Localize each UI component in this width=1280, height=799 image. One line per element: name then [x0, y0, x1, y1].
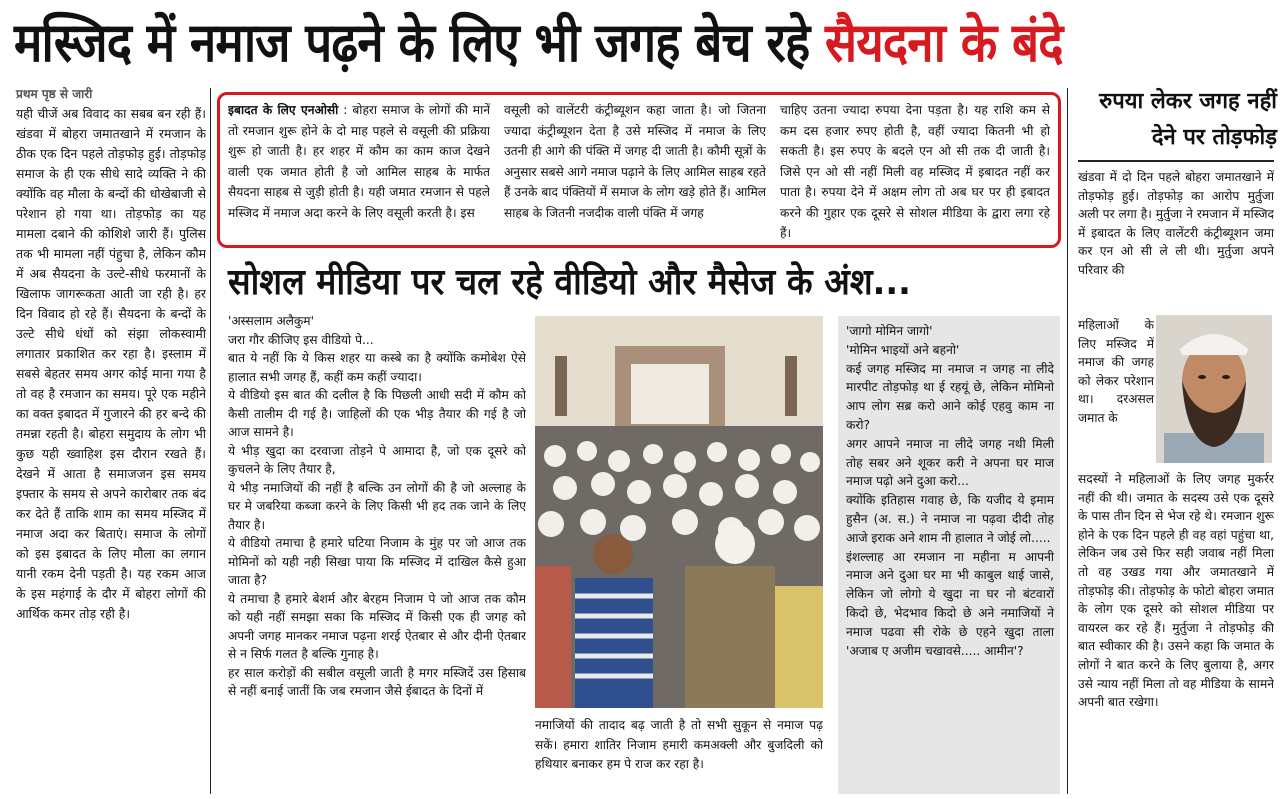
mid-line: ये वीडियो इस बात की दलील है कि पिछली आधी सदी में कौम को कैसी तालीम दी गई है। जाहिलों की एक भीड़ तैयार की गई है जो आज सामने है।: [228, 388, 526, 439]
box-column-2: वसूली को वालेंटरी कंट्रीब्यूशन कहा जाता है। जो जितना ज्यादा कंट्रीब्यूशन देता है उसे मस्जिद में नमाज के लिए उतनी ही आगे की पंक्ति में जगह दी जाती है। कौमी सूत्रों के अनुसार सबसे आगे नमाज पढ़ाने के लिए आमिल साहब रहते हैं उनके बाद पंक्तियों में समाज के लोग खड़े होते हैं। आमिल साहब के जितनी नजदीक वाली पंक्ति में जगह: [504, 103, 766, 220]
headline-underline: [1078, 160, 1274, 162]
msg-line: 'जागो मोमिन जागो': [846, 324, 933, 338]
mid-line: 'अस्सलाम अलैकुम': [228, 314, 314, 328]
msg-line: 'मोमिन भाइयों अने बहनो': [846, 342, 960, 357]
message-box: [838, 316, 1060, 794]
msg-line: अगर आपने नमाज ना लीदे जगह नथी मिली तोह सबर अने शूकर करी ने अपना घर माज नमाज पढ़ो अने दुआ करो...: [846, 436, 1054, 489]
left-column-text: यही चीजें अब विवाद का सबब बन रही हैं। खंडवा में बोहरा जमातखाने में रमजान के ठीक एक दिन पहले तोड़फोड़ हुई। तोड़फोड़ समाज के ही एक सीधे सादे व्यक्ति ने की क्योंकि वह मौला के बन्दों की धोखेबाजी से परेशान हो गया था। तोड़फोड़ का यह मामला दबाने की कोशिशे जारी हैं। पुलिस तक भी मामला नहीं पंहुचा है, लेकिन कौम में अब सैयदना के उल्टे-सीधे फरमानों के खिलाफ जागरूकता आती जा रही है। हर दिन विवाद हो रहे हैं। सैयदना के बन्दों के उल्टे सीधे धंधों को संझा लोकस्वामी लगातार प्रकाशित कर रहा है। इस्लाम में सबसे बेहतर समय अगर कोई माना गया है तो वह है रमजान का समय। पूरे एक महीने का वक्त इबादत में गुजारने की हर बन्दे की तमन्ना रहती है। बोहरा समुदाय के लोग भी कुछ यही ख्वाहिश इस दौरान रखते हैं। देखने में आता है समाजजन इस समय इफ्तार के समय से अपने कारोबार तक बंद कर देते हैं ताकि शाम का समय मस्जिद में नमाज अदा कर बिताएं। समाज के लोगों को इस इबादत के लिए मौला का लगान यानी रकम देनी पड़ती है। यह रकम आज के इस महंगाई के दौर में बोहरा लोगों की आर्थिक कमर तोड़ रही है।: [16, 106, 206, 621]
mid-line: ये वीडियो तमाचा है हमारे घटिया निजाम के मुंह पर जो आज तक मोमिनों को यही नही सिखा पाया कि मस्जिद में दाखिल कैसे हुआ जाता है?: [228, 536, 526, 587]
right-headline: रुपया लेकर जगह नहीं देने पर तोड़फोड़: [1099, 89, 1277, 150]
left-column: [16, 84, 206, 796]
ibadat-noc-box: [217, 92, 1061, 248]
headline-red: सैयदना के बंदे: [825, 11, 1063, 74]
right-rest: सदस्यों ने महिलाओं के लिए जगह मुकर्रर नहीं की थी। जमात के सदस्य उसे एक दूसरे के पास तीन दिन से भेज रहे थे। रमजान शुरू होने के एक दिन पहले ही वह वहां पहुंचा था, लेकिन जब उसे फिर सही जवाब नहीं मिला तो वह उखड गया और जमातखाने में तोड़फोड़ की। तोड़फोड़ के फोटो बोहरा जमात के लोग एक दूसरे को सोशल मीडिया पर वायरल कर रहे हैं। मुर्तुजा ने तोड़फोड़ की बात स्वीकार की है। उसने कहा कि जमात के लोगों ने बात करने के लिए बुलाया है, अगर उसे न्याय नहीं मिला तो वह मीडिया के सामने अपनी बात रखेगा।: [1078, 472, 1274, 710]
mid-line: ये तमाचा है हमारे बेशर्म और बेरहम निजाम पे जो आज तक कौम को यही नहीं समझा सका कि मस्जिद में किसी एक ही जगह को अपनी जगह मानकर नमाज पढ़ना शरई ऐतबार से और दीनी ऐतबार से न सिर्फ गलत है बल्कि गुनाह है।: [228, 591, 526, 661]
box-col1-text: : बोहरा समाज के लोगों की मानें तो रमजान शुरू होने के दो माह पहले से वसूली की प्रक्रिया शुरू हो जाती है। हर शहर में कौम का काम काज देखने वाली एक जमात होती है जो आमिल साहब के मार्फत सैयदना साहब से जुड़ी होती है। यही जमात रमजान से पहले मस्जिद में नमाज अदा करने के लिए वसूली करती है। इस: [228, 103, 490, 220]
mid-line: ये भीड़ खुदा का दरवाजा तोड़ने पे आमादा है, जो एक दूसरे को कुचलने के लिए तैयार है,: [228, 443, 526, 476]
photo-caption: नमाजियों की तादाद बढ़ जाती है तो सभी सुकून से नमाज पढ़ सकें। हमारा शातिर निजाम हमारी कमअक्ली और बुजदिली को हथियार बनाकर हम पे राज कर रहा है।: [535, 718, 823, 771]
right-intro: खंडवा में दो दिन पहले बोहरा जमातखाने में तोड़फोड़ हुई। तोड़फोड़ का आरोप मुर्तुजा अली पर लगा है। मुर्तुजा ने रमजान में मस्जिद में इबादत के लिए वालेंटरी कंट्रीब्यूशन जमा कर एन ओ सी ले ली थी। मुर्तुजा अपने परिवार की: [1078, 170, 1274, 277]
box-column-3: चाहिए उतना ज्यादा रुपया देना पड़ता है। यह राशि कम से कम दस हजार रुपए होती है, वहीं ज्यादा कितनी भी हो सकती है। इस रुपए के बदले एन ओ सी तक दी जाती है। जिसे एन ओ सी नहीं मिली वह मस्जिद में इबादत नहीं कर पाता है। रुपया देने में अक्षम लोग तो अब घर पर ही इबादत करने की गुहार एक दूसरे से सोशल मीडिया के द्वारा लगा रहे हैं।: [780, 103, 1050, 240]
box-lead: इबादत के लिए एनओसी: [228, 103, 339, 117]
mid-line: हर साल करोड़ों की सबील वसूली जाती है मगर मस्जिदें उस हिसाब से नहीं बनाई जातीं कि जब रमजान जैसे ईबादत के दिनों में: [228, 665, 526, 698]
mid-line: ये भीड़ नमाजियों की नहीं है बल्कि उन लोगों की है जो अल्लाह के घर मे जबरिया कब्जा करने के लिए किसी भी हद तक जाने के लिए तैयार है।: [228, 480, 526, 532]
continued-label: प्रथम पृष्ठ से जारी: [16, 87, 93, 101]
right-wrap-text: महिलाओं के लिए मस्जिद में नमाज की जगह को लेकर परेशान था। दरअसल जमात के: [1078, 318, 1154, 425]
column-divider: [1067, 88, 1068, 794]
main-headline: [14, 6, 1123, 80]
column-divider: [210, 88, 211, 794]
msg-line: कई जगह मस्जिद मा नमाज न जगह ना लीदे मारपीट तोड़फोड़ था ई रहयूं छे, लेकिन मोमिनो आप लोग सब्र करो आने कोई एहवु काम ना करो?: [846, 361, 1054, 432]
accused-portrait: [1156, 315, 1272, 463]
msg-line: क्योंकि इतिहास गवाह छे, कि यजीद ये इमाम हुसैन (अ. स.) ने नमाज ना पढ़वा दीदी तोह आजे इराक अने शाम नी हालात ने जोई लो.....: [846, 493, 1054, 545]
headline-main: मस्जिद में नमाज पढ़ने के लिए भी जगह बेच रहे: [14, 11, 826, 74]
mid-line: बात ये नहीं कि ये किस शहर या कस्बे का है क्योंकि कमोबेश ऐसे हालात सभी जगह हैं, कहीं कम कहीं ज्यादा।: [228, 351, 526, 384]
box-column-1: [228, 100, 490, 223]
msg-line: इंशल्लाह आ रमजान ना महीना म आपनी नमाज अने दुआ घर मा भी काबुल थाई जासे, लेकिन जो लोगो ये खुदा ना घर नो बंटवारों किदो छे, भेदभाव किदो छे अने नमाजियों ने नमाज पढवा सी रोके छे एहने खुदा ताला 'अजाब ए अजीम चखावसे..... आमीन'?: [846, 549, 1054, 658]
mid-line: जरा गौर कीजिए इस वीडियो पे...: [228, 332, 374, 347]
sub-headline: सोशल मीडिया पर चल रहे वीडियो और मैसेज के अंश...: [228, 262, 911, 303]
crowd-photo: [535, 316, 823, 708]
message-text: [838, 316, 1060, 786]
middle-column: [228, 312, 526, 798]
